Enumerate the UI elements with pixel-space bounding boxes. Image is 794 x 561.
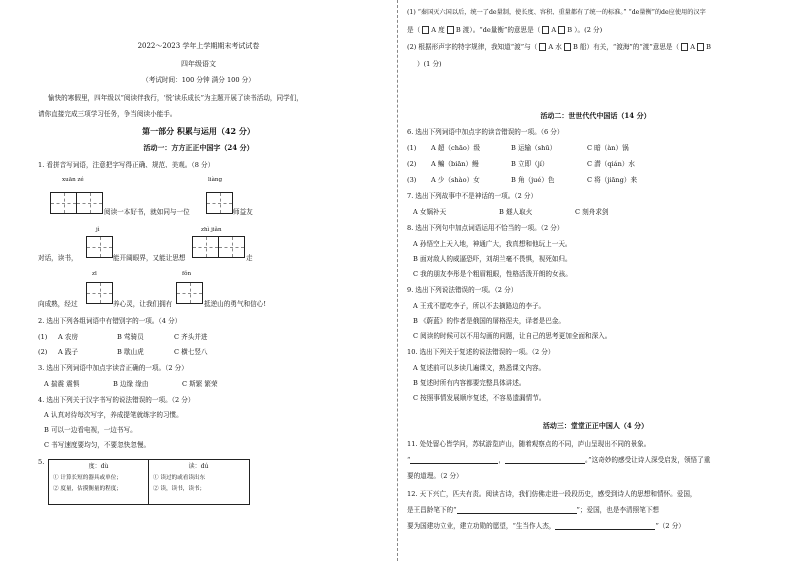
card-du2-meaning-2: ② 读，读书，读书；	[153, 486, 206, 492]
q5-sub-2-close: ）(1 分)	[417, 60, 442, 68]
q4-option-c[interactable]: C 书写速度要均匀，不要忽快忽慢。	[44, 441, 151, 449]
question-1: 1. 看拼音写词语，注意把字写得正确、规范、美观。（8 分）	[38, 161, 215, 169]
sentence-3c: 抵逆山的勇气和信心!	[204, 300, 266, 308]
q9-option-c[interactable]: C 阅读的时候可以不用勾画的问题，让自己的思考更加全面和深入。	[413, 332, 612, 340]
q5-sub-1-meaning-b[interactable]: B	[567, 26, 573, 34]
q12-line-2	[407, 506, 659, 514]
q8-option-a[interactable]: A 孙悟空上天入地，神通广大，我真想和他玩上一天。	[413, 240, 572, 248]
checkbox[interactable]	[564, 43, 571, 51]
q3-option-a[interactable]: A 揣震 震惧	[44, 380, 80, 388]
q12-text-a: 是王昌龄笔下的“	[407, 506, 457, 514]
q6-3-option-a[interactable]: A 少（shào）女	[431, 176, 480, 184]
card-du-head: 度：dù	[88, 463, 109, 470]
q12-text-c: 要为国建功立业，建立功勋的愿望，“生当作人杰，	[407, 522, 556, 530]
exam-subject: 四年级语文	[181, 60, 216, 68]
q2-1-option-a[interactable]: A 农房	[58, 333, 79, 341]
sentence-2b: 能开阔眼界，又能让思想	[113, 254, 186, 262]
q5-sub-1-line-2	[407, 26, 602, 34]
checkbox[interactable]	[681, 43, 688, 51]
part-one-heading: 第一部分 积累与运用（42 分）	[142, 126, 255, 136]
q11-line-3: 要的道理。（2 分）	[407, 472, 463, 480]
card-du2-meaning-1: ① 读过的或看读出东	[153, 475, 206, 481]
writing-grid[interactable]	[206, 192, 233, 214]
q5-sub-2-text: (2) 根据形声字的特字规律，我知道“渡”与（	[407, 43, 538, 51]
q6-2-label: (2)	[407, 160, 417, 168]
q11-open-quote: “	[407, 456, 411, 464]
q6-1-option-b[interactable]: B 运输（shū）	[511, 144, 557, 152]
question-10: 10. 选出下列关于复述的说法错误的一项。（2 分）	[407, 348, 555, 356]
q6-2-option-a[interactable]: A 鳊（biān）鳗	[431, 160, 479, 168]
q2-1-option-b[interactable]: B 莺骑员	[117, 333, 144, 341]
card-du2-head: 读：dú	[188, 463, 209, 470]
checkbox[interactable]	[539, 43, 546, 51]
q6-1-option-c[interactable]: C 暗（àn）锅	[587, 144, 629, 152]
pinyin-zhijian: zhì jiǎn	[201, 227, 222, 233]
q7-option-a[interactable]: A 女娲补天	[413, 208, 447, 216]
activity-two-heading: 活动二：世世代代中国话（14 分）	[540, 111, 651, 120]
q5-sub-1-opt-a[interactable]: A 度	[431, 26, 445, 34]
dictionary-card	[48, 459, 250, 505]
q11-comma: ，	[498, 456, 505, 464]
intro-line-2: 请你直接完成三项学习任务，争当阅读小能手。	[38, 110, 177, 118]
q12-line-3	[407, 522, 685, 530]
writing-grid[interactable]	[50, 192, 77, 214]
q6-1-label: (1)	[407, 144, 417, 152]
card-du-meaning-1: ① 计算长短的器具或单位；	[53, 475, 122, 481]
q6-3-label: (3)	[407, 176, 417, 184]
q7-option-b[interactable]: B 燧人取火	[499, 208, 533, 216]
answer-blank[interactable]	[555, 523, 655, 530]
question-2: 2. 选出下列各组词语中有错别字的一项。（4 分）	[38, 317, 182, 325]
writing-grid[interactable]	[192, 236, 219, 258]
q8-option-b[interactable]: B 面对敌人的威逼恐吓，刘胡兰毫不畏惧，视死如归。	[413, 255, 572, 263]
q7-option-c[interactable]: C 刻舟求剑	[575, 208, 609, 216]
question-11: 11. 处处留心皆学问，苏轼游览庐山，随着观察点的不同，庐山呈现出不同的景象。	[407, 440, 651, 448]
q5-sub-1-open: 是（	[407, 26, 421, 34]
answer-blank[interactable]	[457, 507, 577, 514]
question-7: 7. 选出下列故事中不是神话的一项。（2 分）	[407, 192, 538, 200]
checkbox[interactable]	[422, 26, 429, 34]
q6-2-option-c[interactable]: C 潜（qián）水	[587, 160, 636, 168]
q2-2-option-b[interactable]: B 歇山虎	[117, 348, 144, 356]
intro-line-1: 愉快的寒假里，四年级以“阅读伴我行，‘悦’读乐成长”为主题开展了读书活动，同学们，	[48, 94, 303, 102]
q2-1-label: (1)	[38, 333, 48, 341]
q8-option-c[interactable]: C 我的朋友李彤是个粗眉粗眼，性格活泼开朗的女孩。	[413, 270, 572, 278]
q5-sub-1-opt-b[interactable]: B 渡）。“de量衡”的意思是（	[455, 26, 541, 34]
q3-option-b[interactable]: B 边缘 缘由	[113, 380, 149, 388]
pinyin-liang: liàng	[208, 177, 223, 183]
writing-grid[interactable]	[176, 282, 203, 304]
writing-grid[interactable]	[86, 236, 113, 258]
checkbox[interactable]	[697, 43, 704, 51]
q5-sub-2-opt-b[interactable]: B 船）有关，“渡海”的“渡”意思是（	[572, 43, 680, 51]
exam-title: 2022～2023 学年上学期期末考试试卷	[137, 42, 260, 50]
question-4: 4. 选出下列关于汉字书写的说法错误的一项。（2 分）	[38, 396, 195, 404]
q6-1-option-a[interactable]: A 超（chāo）级	[431, 144, 481, 152]
sentence-1a: 阅读一本好书，就如同与一位	[104, 208, 190, 216]
q12-text-b: ”；爱国，也是李清照笔下想	[576, 506, 660, 514]
sentence-3a: 向成熟，经过	[38, 300, 78, 308]
card-du-meaning-2: ② 度量，估摸衡量的程度；	[53, 486, 122, 492]
q5-sub-2-meaning-b[interactable]: B	[706, 43, 711, 51]
q5-sub-2-opt-a[interactable]: A 水	[548, 43, 562, 51]
q5-sub-1-meaning-a[interactable]: A	[551, 26, 557, 34]
q5-sub-1: (1) “秦国灭六国以后，统一了de量制，使长度、容积、重量都有了统一的标准。” “de量衡”的de应使用的汉字	[407, 9, 706, 16]
q10-option-c[interactable]: C 按照事情发展顺序复述，不容易遗漏情节。	[413, 394, 546, 402]
q12-text-d: ”（2 分）	[655, 522, 685, 530]
sentence-2c: 走	[246, 254, 253, 262]
q9-option-b[interactable]: B 《蔚蓝》的作者是俄国的屠格涅夫，译者是巴金。	[413, 317, 566, 325]
q2-2-option-a[interactable]: A 践子	[58, 348, 79, 356]
q3-option-c[interactable]: C 斯繁 繁荣	[182, 380, 218, 388]
question-5: 5.	[38, 458, 45, 466]
q2-2-option-c[interactable]: C 横七竖八	[174, 348, 208, 356]
writing-grid[interactable]	[86, 282, 113, 304]
pinyin-zi: zī	[92, 271, 97, 277]
q11-line-2	[407, 456, 710, 464]
q5-sub-2-meaning-a[interactable]: A	[690, 43, 695, 51]
question-8: 8. 选出下列句中加点词语运用不恰当的一项。（2 分）	[407, 224, 564, 232]
answer-blank[interactable]	[505, 457, 585, 464]
question-3: 3. 选出下列词语中加点字读音正确的一项。（2 分）	[38, 364, 188, 372]
q6-3-option-b[interactable]: B 角（jué）色	[511, 176, 555, 184]
writing-grid[interactable]	[76, 192, 103, 214]
q10-option-a[interactable]: A 复述前可以多读几遍课文，熟悉课文内容。	[413, 364, 546, 372]
q2-2-label: (2)	[38, 348, 48, 356]
q4-option-b[interactable]: B 可以一边看电视，一边书写。	[44, 426, 137, 434]
question-9: 9. 选出下列说法错误的一项。（2 分）	[407, 286, 518, 294]
sentence-1b: 师益友	[233, 208, 253, 216]
writing-grid[interactable]	[218, 236, 245, 258]
q2-1-option-c[interactable]: C 齐头并进	[174, 333, 208, 341]
checkbox[interactable]	[447, 26, 454, 34]
q6-2-option-b[interactable]: B 立即（jí）	[511, 160, 549, 168]
question-6: 6. 选出下列词语中加点字的读音错误的一项。（6 分）	[407, 128, 564, 136]
q10-option-b[interactable]: B 复述时所有内容都要完整具体讲述。	[413, 379, 526, 387]
exam-info: （考试时间：100 分钟 满分 100 分）	[142, 76, 255, 84]
sentence-2a: 对话，读书，	[38, 254, 78, 262]
question-12: 12. 天下兴亡，匹夫有责。阅读古诗，我们仿佛走进一段段历史，感受到诗人的思想和情怀。爱国，	[407, 490, 697, 498]
answer-blank[interactable]	[410, 457, 498, 464]
q6-3-option-c[interactable]: C 将（jiāng）来	[587, 176, 638, 184]
sentence-3b: 养心灵，让我们拥有	[113, 300, 173, 308]
pinyin-fan: fǒn	[182, 271, 192, 277]
q5-sub-2-line-1	[407, 43, 711, 51]
activity-three-heading: 活动三：堂堂正正中国人（4 分）	[542, 421, 649, 430]
q9-option-a[interactable]: A 王戎不愿吃李子，所以不去摘路边的李子。	[413, 302, 546, 310]
pinyin-ji: jì	[96, 227, 100, 233]
pinyin-xuanze: xuān zé	[62, 177, 84, 183]
activity-one-heading: 活动一：方方正正中国字（24 分）	[143, 143, 254, 152]
checkbox[interactable]	[542, 26, 549, 34]
q5-sub-1-close: ）。(2 分)	[574, 26, 603, 34]
q11-text: 。”这奇妙的感受让诗人深受启发，领悟了重	[584, 456, 711, 464]
checkbox[interactable]	[558, 26, 565, 34]
right-column	[397, 0, 794, 561]
q4-option-a[interactable]: A 认真对待每次写字，养成提笔就练字的习惯。	[44, 411, 183, 419]
